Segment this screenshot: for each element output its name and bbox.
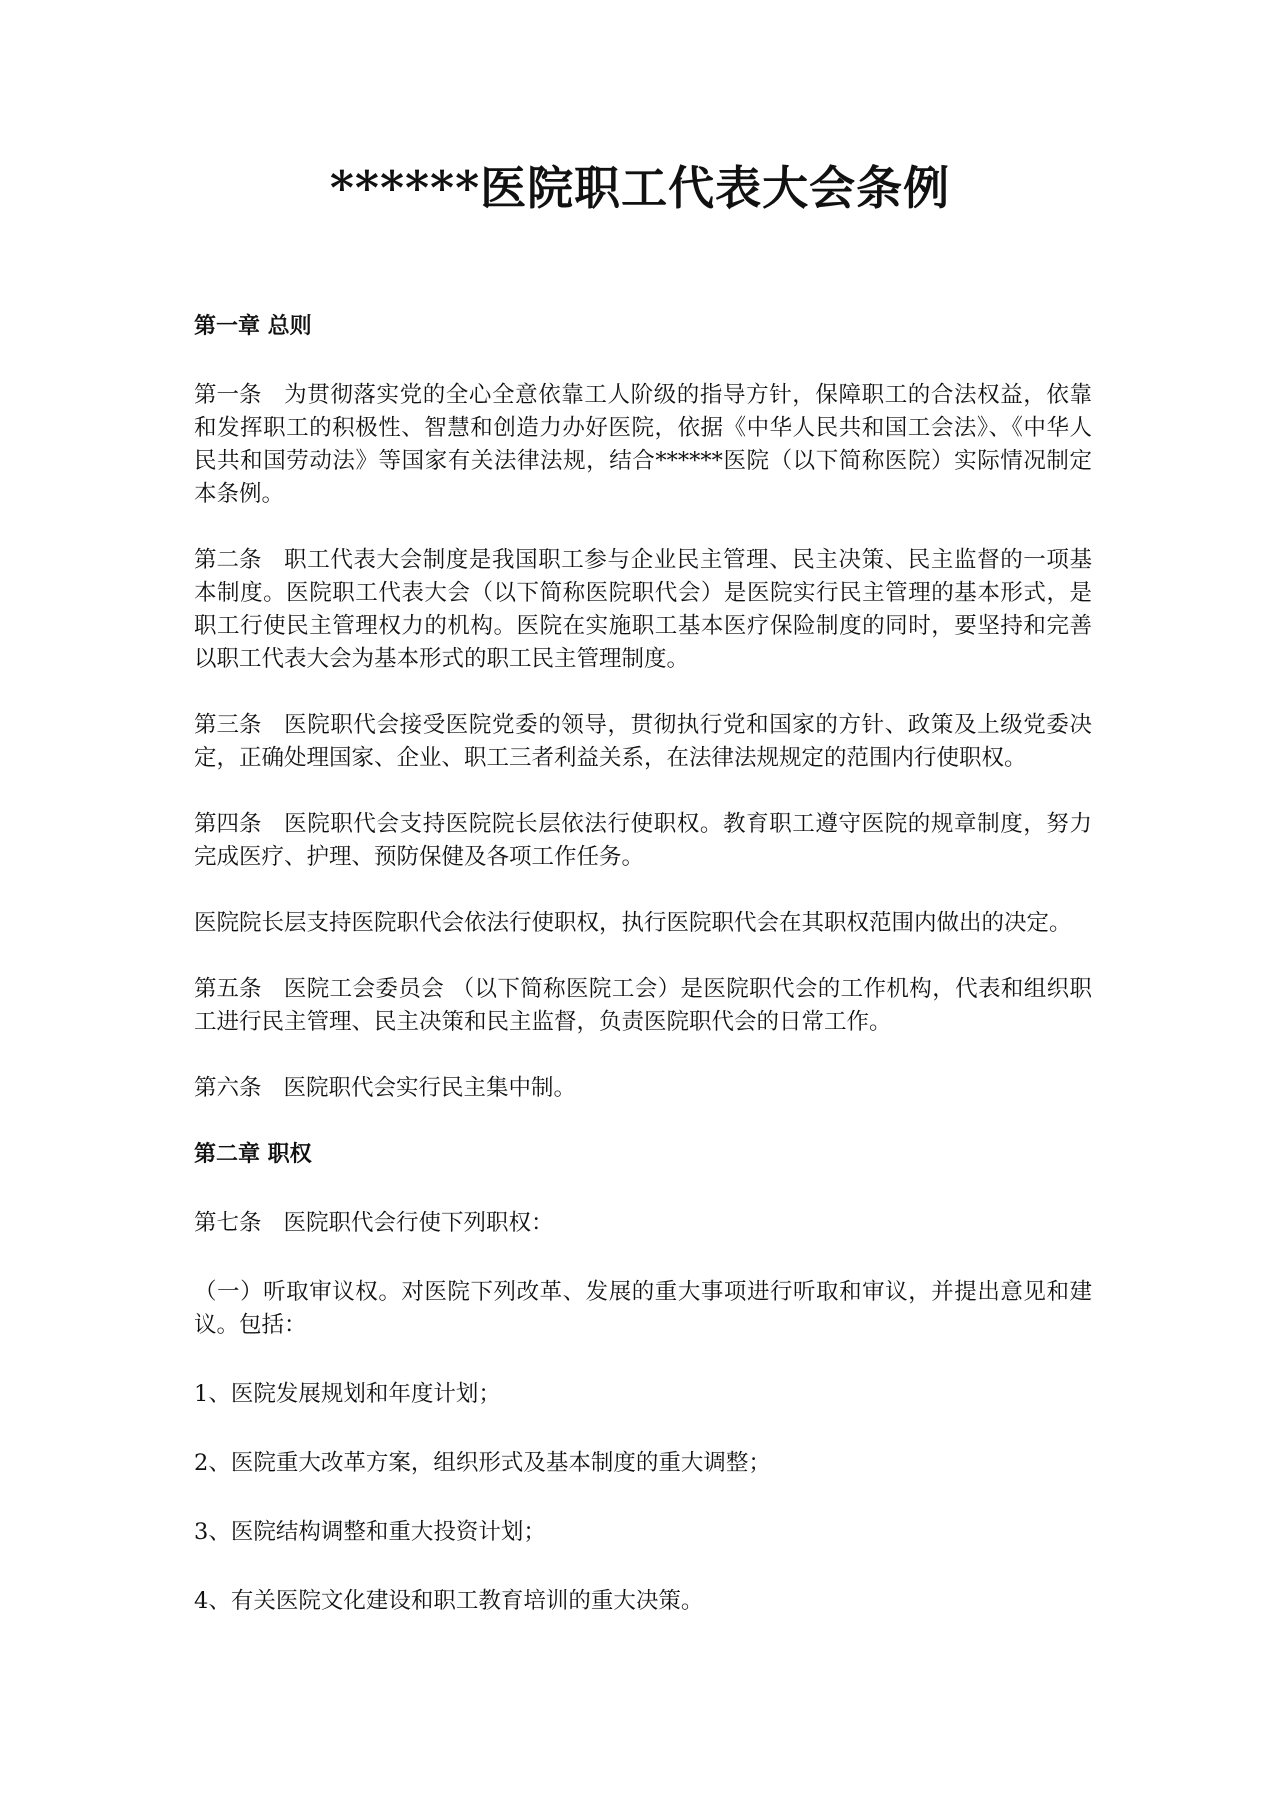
- article-1: [194, 379, 1092, 511]
- article-7-label: 第七条: [194, 1210, 262, 1236]
- article-7-text: 医院职代会行使下列职权：: [283, 1210, 554, 1236]
- item-1-listening-review: （一）听取审议权。对医院下列改革、发展的重大事项进行听取和审议，并提出意见和建议。包括：: [194, 1279, 1092, 1338]
- article-4-paragraph-2: 医院院长层支持医院职代会依法行使职权，执行医院职代会在其职权范围内做出的决定。: [194, 910, 1072, 936]
- article-3: [194, 709, 1092, 775]
- list-item: 4、有关医院文化建设和职工教育培训的重大决策。: [194, 1588, 704, 1614]
- document-body: [194, 310, 1092, 1618]
- article-2-label: 第二条: [194, 547, 262, 573]
- article-6-text: 医院职代会实行民主集中制。: [283, 1075, 577, 1101]
- chapter-2-heading: 第二章 职权: [194, 1141, 312, 1167]
- article-6-label: 第六条: [194, 1075, 262, 1101]
- article-1-text: 为贯彻落实党的全心全意依靠工人阶级的指导方针，保障职工的合法权益，依靠和发挥职工的积极性、智慧和创造力办好医院，依据《中华人民共和国工会法》、《中华人民共和国劳动法》等国家有关法律法规，结合******医院（以下简称医院）实际情况制定本条例。: [194, 382, 1092, 507]
- article-3-text: 医院职代会接受医院党委的领导，贯彻执行党和国家的方针、政策及上级党委决定，正确处理国家、企业、职工三者利益关系，在法律法规规定的范围内行使职权。: [194, 712, 1092, 771]
- chapter-1-heading: 第一章 总则: [194, 313, 312, 339]
- article-2-text: 职工代表大会制度是我国职工参与企业民主管理、民主决策、民主监督的一项基本制度。医院职工代表大会（以下简称医院职代会）是医院实行民主管理的基本形式，是职工行使民主管理权力的机构。医院在实施职工基本医疗保险制度的同时，要坚持和完善以职工代表大会为基本形式的职工民主管理制度。: [194, 547, 1092, 672]
- article-4-text: 医院职代会支持医院院长层依法行使职权。教育职工遵守医院的规章制度，努力完成医疗、护理、预防保健及各项工作任务。: [194, 811, 1092, 870]
- article-5: [194, 973, 1092, 1039]
- article-4-label: 第四条: [194, 811, 262, 837]
- article-4: [194, 808, 1092, 874]
- article-5-label: 第五条: [194, 976, 262, 1002]
- article-3-label: 第三条: [194, 712, 262, 738]
- article-1-label: 第一条: [194, 382, 262, 408]
- list-item: 3、医院结构调整和重大投资计划；: [194, 1519, 546, 1545]
- article-6: [194, 1072, 1092, 1105]
- article-5-text: 医院工会委员会 （以下简称医院工会）是医院职代会的工作机构，代表和组织职工进行民主管理、民主决策和民主监督，负责医院职代会的日常工作。: [194, 976, 1092, 1035]
- article-7: [194, 1207, 1092, 1240]
- article-2: [194, 544, 1092, 676]
- document-title: ******医院职工代表大会条例: [329, 161, 951, 215]
- list-item: 1、医院发展规划和年度计划；: [194, 1381, 501, 1407]
- list-item: 2、医院重大改革方案，组织形式及基本制度的重大调整；: [194, 1450, 771, 1476]
